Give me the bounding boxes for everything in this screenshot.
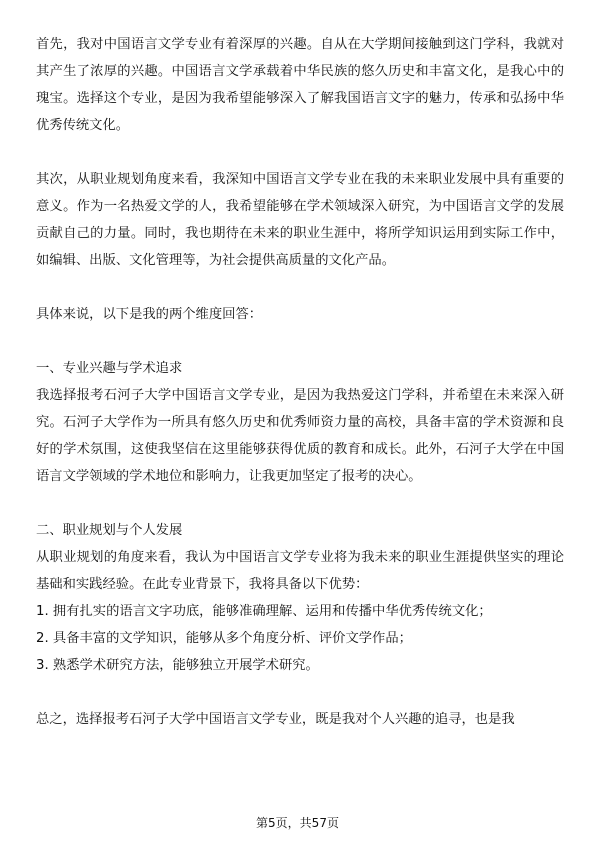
- list-item: 2. 具备丰富的文学知识，能够从多个角度分析、评价文学作品；: [36, 631, 412, 646]
- paragraph-gap: [36, 490, 564, 517]
- paragraph-intro-dimensions: 具体来说，以下是我的两个维度回答：: [36, 307, 263, 322]
- section-heading-career: 二、职业规划与个人发展: [36, 523, 183, 538]
- paragraph-conclusion: 总之，选择报考石河子大学中国语言文学专业，既是我对个人兴趣的追寻，也是我: [36, 712, 515, 727]
- paragraph-gap: [36, 679, 564, 706]
- paragraph-gap: [36, 274, 564, 301]
- list-item: 1. 拥有扎实的语言文字功底，能够准确理解、运用和传播中华优秀传统文化；: [36, 604, 492, 619]
- paragraph-career-advantages: 从职业规划的角度来看，我认为中国语言文学专业将为我未来的职业生涯提供坚实的理论基础和实践经验。在此专业背景下，我将具备以下优势：: [36, 550, 564, 592]
- section-heading-academic: 一、专业兴趣与学术追求: [36, 361, 183, 376]
- paragraph-interest: 首先，我对中国语言文学专业有着深厚的兴趣。自从在大学期间接触到这门学科，我就对其产生了浓厚的兴趣。中国语言文学承载着中华民族的悠久历史和丰富文化，是我心中的瑰宝。选择这个专业，是因为我希望能够深入了解我国语言文字的魅力，传承和弘扬中华优秀传统文化。: [36, 37, 564, 133]
- paragraph-gap: [36, 139, 564, 166]
- paragraph-gap: [36, 328, 564, 355]
- document-body: [36, 31, 564, 733]
- page-number-footer: 第5页，共57页: [256, 816, 339, 830]
- paragraph-career: 其次，从职业规划角度来看，我深知中国语言文学专业在我的未来职业发展中具有重要的意义。作为一名热爱文学的人，我希望能够在学术领域深入研究，为中国语言文学的发展贡献自己的力量。同时，我也期待在未来的职业生涯中，将所学知识运用到实际工作中，如编辑、出版、文化管理等，为社会提供高质量的文化产品。: [36, 172, 564, 268]
- paragraph-academic: 我选择报考石河子大学中国语言文学专业，是因为我热爱这门学科，并希望在未来深入研究。石河子大学作为一所具有悠久历史和优秀师资力量的高校，具备丰富的学术资源和良好的学术氛围，这使我坚信在这里能够获得优质的教育和成长。此外，石河子大学在中国语言文学领域的学术地位和影响力，让我更加坚定了报考的决心。: [36, 388, 564, 484]
- list-item: 3. 熟悉学术研究方法，能够独立开展学术研究。: [36, 658, 319, 673]
